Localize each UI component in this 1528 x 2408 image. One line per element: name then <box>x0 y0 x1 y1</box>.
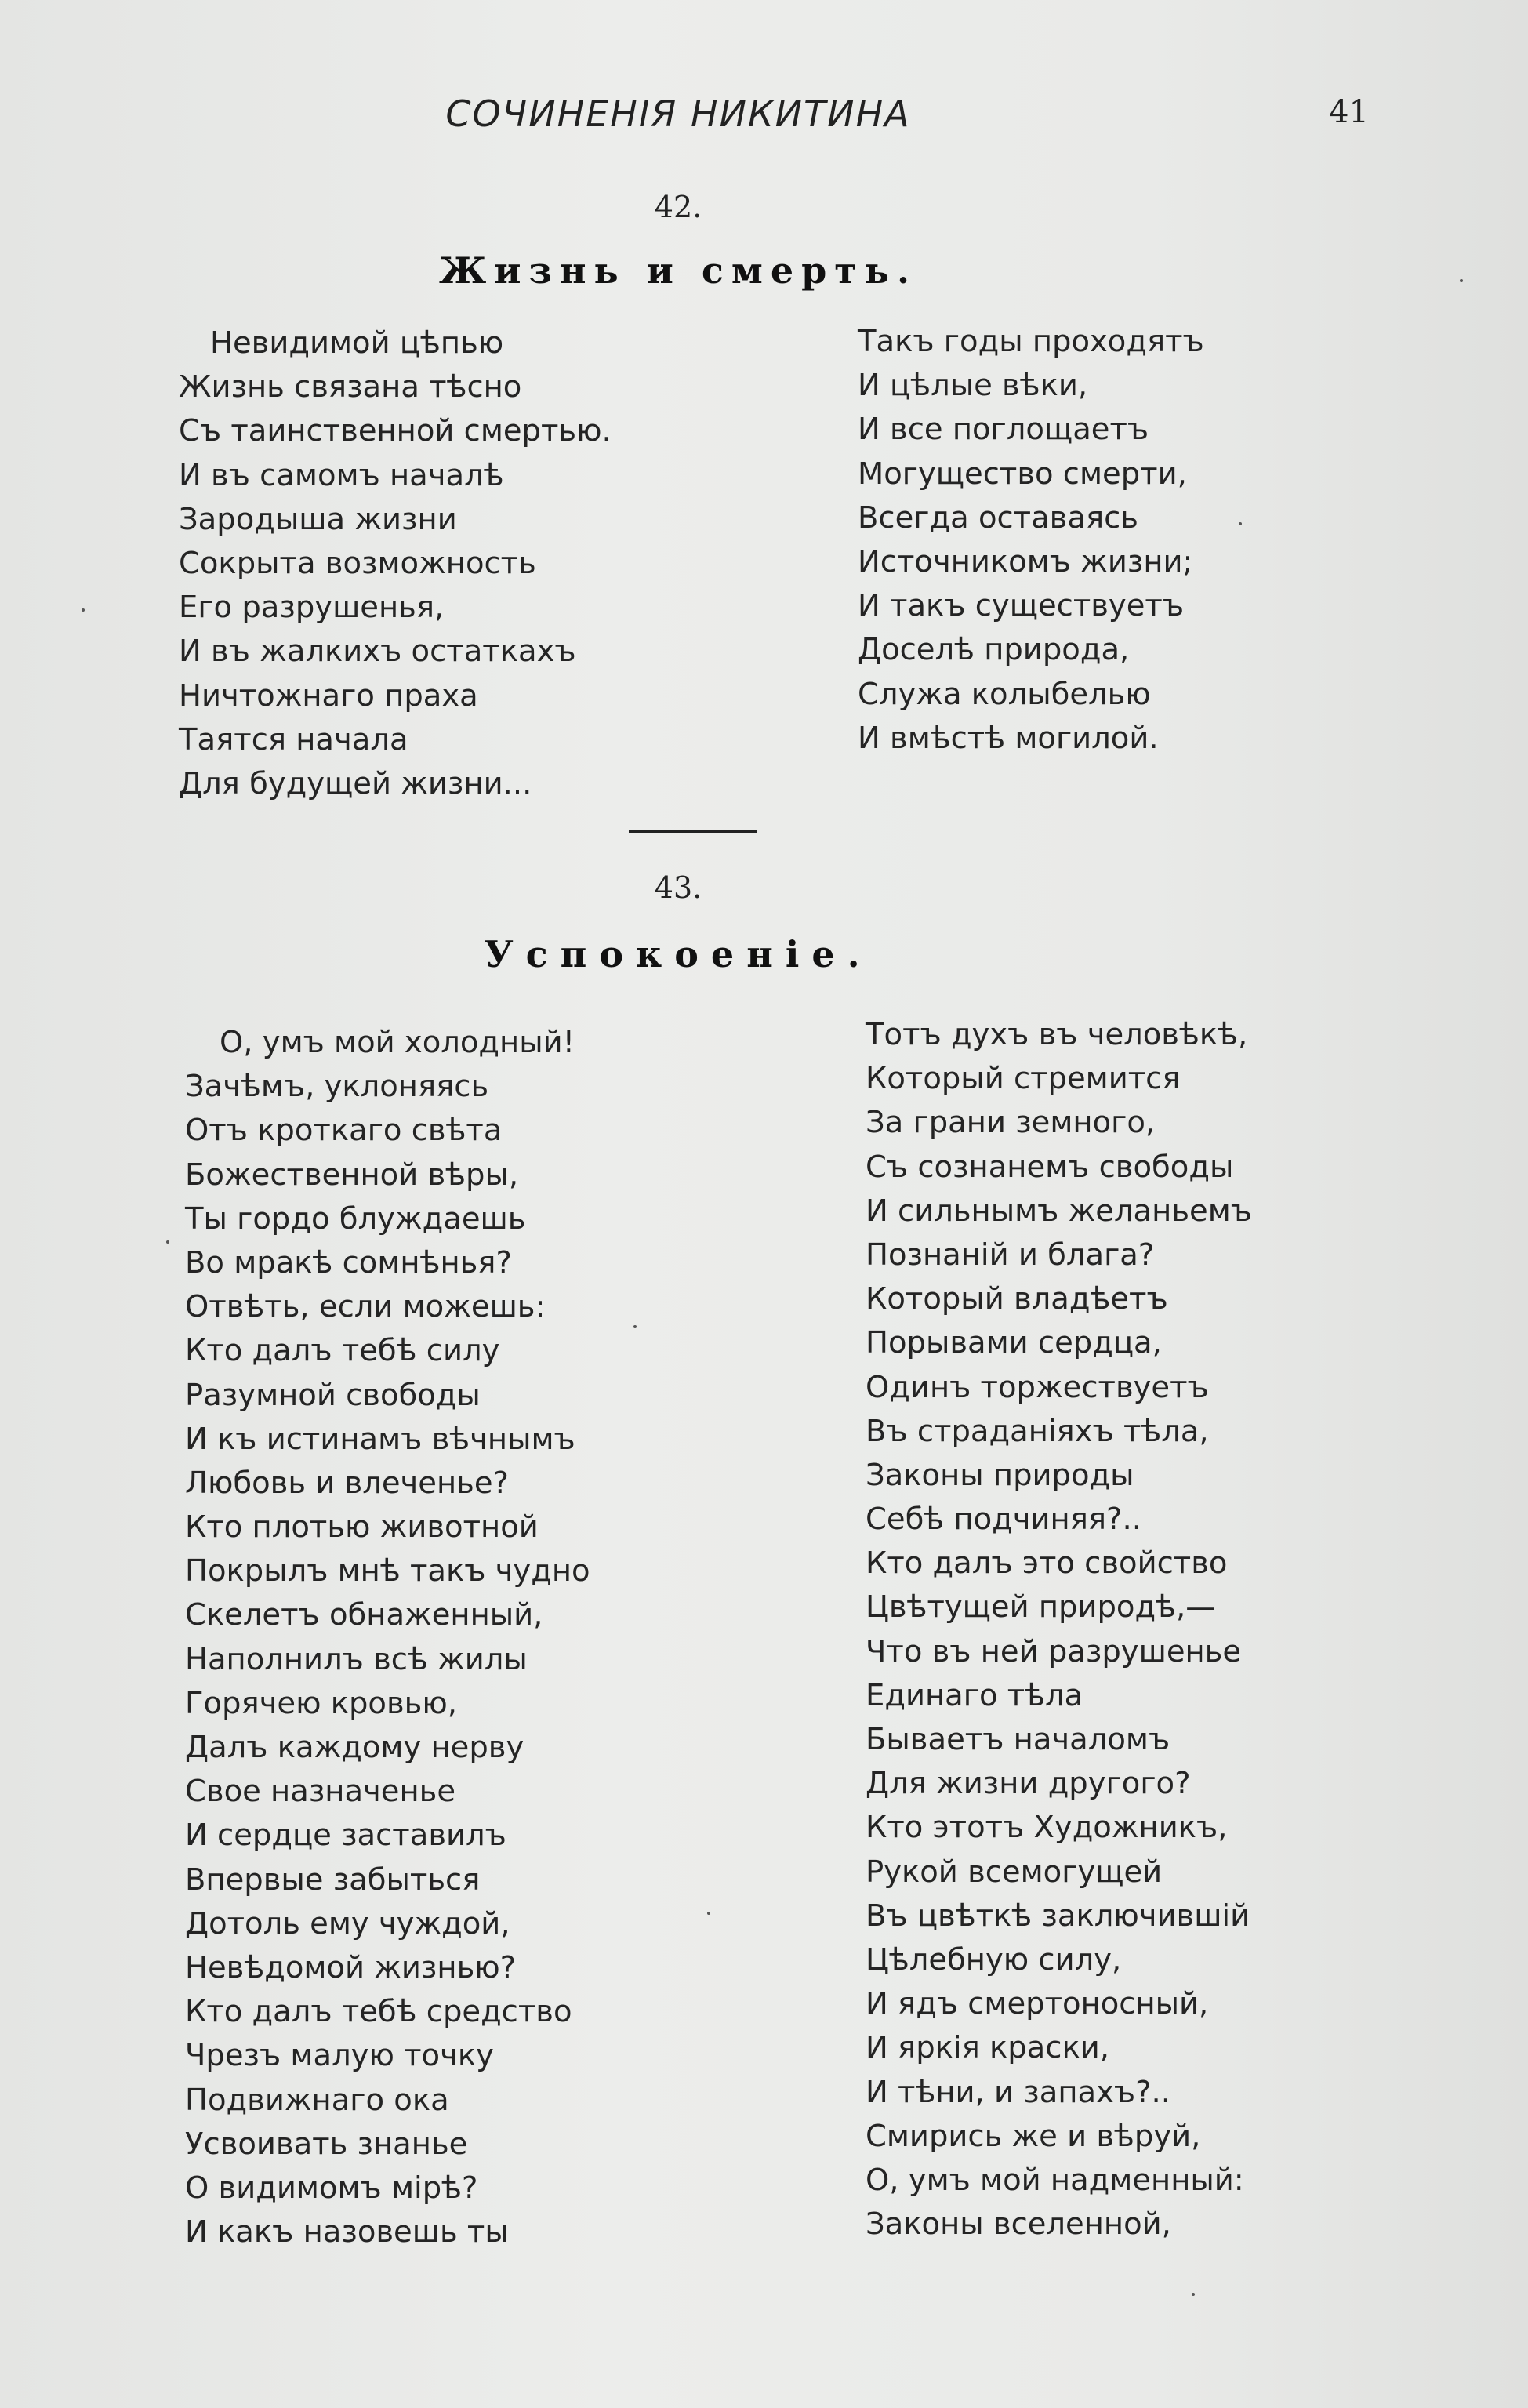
paper-speck <box>1460 279 1463 282</box>
verse-line: Чрезъ малую точку <box>185 2038 494 2074</box>
verse-line: Зачѣмъ, уклоняясь <box>185 1069 489 1105</box>
verse-line: Такъ годы проходятъ <box>858 324 1204 359</box>
paper-speck <box>166 1240 169 1244</box>
poem-title: Успокоеніе. <box>484 933 873 975</box>
verse-line: Служа колыбелью <box>858 676 1151 712</box>
verse-line: Единаго тѣла <box>866 1677 1083 1713</box>
verse-line: Покрылъ мнѣ такъ чудно <box>185 1553 590 1589</box>
verse-line: Что въ ней разрушенье <box>866 1633 1242 1669</box>
verse-line: Зародыша жизни <box>179 501 457 537</box>
verse-line: И яркія краски, <box>866 2030 1109 2066</box>
verse-line: Могущество смерти, <box>858 456 1187 492</box>
verse-line: Усвоивать знанье <box>185 2126 468 2162</box>
verse-line: Таятся начала <box>179 721 408 757</box>
verse-line: Который стремится <box>866 1061 1181 1097</box>
verse-line: Кто далъ тебѣ средство <box>185 1994 572 2030</box>
verse-line: Любовь и влеченье? <box>185 1465 509 1501</box>
verse-line: Впервые забыться <box>185 1861 481 1898</box>
verse-line: Въ страданіяхъ тѣла, <box>866 1413 1209 1449</box>
verse-line: Наполнилъ всѣ жилы <box>185 1641 528 1677</box>
verse-line: Кто далъ тебѣ силу <box>185 1333 500 1369</box>
verse-line: Порывами сердца, <box>866 1325 1162 1361</box>
verse-line: Рукой всемогущей <box>866 1854 1163 1890</box>
poem-number: 42. <box>654 190 702 224</box>
verse-line: Скелетъ обнаженный, <box>185 1597 543 1633</box>
section-divider <box>629 830 757 833</box>
verse-line: Всегда оставаясь <box>858 499 1138 536</box>
verse-line: Кто этотъ Художникъ, <box>866 1810 1228 1846</box>
verse-line: Горячею кровью, <box>185 1685 457 1721</box>
verse-line: О, умъ мой холодный! <box>220 1025 575 1060</box>
verse-line: Съ таинственной смертью. <box>179 413 612 449</box>
verse-line: Смирись же и вѣруй, <box>866 2118 1201 2154</box>
verse-line: Жизнь связана тѣсно <box>179 369 522 405</box>
verse-line: Одинъ торжествуетъ <box>866 1369 1209 1405</box>
verse-line: Далъ каждому нерву <box>185 1730 524 1765</box>
paper-speck <box>633 1325 637 1328</box>
verse-line: Для будущей жизни... <box>179 765 532 801</box>
verse-line: Тотъ духъ въ человѣкѣ, <box>866 1017 1248 1052</box>
verse-line: Доселѣ природа, <box>858 632 1130 668</box>
verse-line: Кто плотью животной <box>185 1509 539 1545</box>
verse-line: Отъ кроткаго свѣта <box>185 1113 503 1149</box>
verse-line: Невидимой цѣпью <box>210 325 504 361</box>
page-number: 41 <box>1329 94 1369 130</box>
verse-line: Подвижнаго ока <box>185 2082 449 2118</box>
poem-left-column <box>185 1021 590 2254</box>
poem-left-column <box>179 321 612 806</box>
verse-line: Дотоль ему чуждой, <box>185 1905 510 1941</box>
paper-speck <box>1192 2293 1195 2296</box>
verse-line: И къ истинамъ вѣчнымъ <box>185 1421 575 1457</box>
poem-right-column <box>858 320 1204 761</box>
verse-line: И все поглощаетъ <box>858 412 1149 448</box>
verse-line: И такъ существуетъ <box>858 588 1185 624</box>
verse-line: О, умъ мой надменный: <box>866 2162 1244 2198</box>
verse-line: И сердце заставилъ <box>185 1818 506 1854</box>
verse-line: Законы природы <box>866 1457 1134 1493</box>
paper-speck <box>1239 522 1242 525</box>
verse-line: Кто далъ это свойство <box>866 1545 1228 1582</box>
verse-line: Себѣ подчиняя?.. <box>866 1502 1141 1538</box>
verse-line: И вмѣстѣ могилой. <box>858 720 1159 756</box>
verse-line: Съ сознанемъ свободы <box>866 1149 1234 1185</box>
verse-line: За грани земного, <box>866 1105 1156 1141</box>
verse-line: Его разрушенья, <box>179 590 445 626</box>
verse-line: Въ цвѣткѣ заключившій <box>866 1898 1250 1934</box>
verse-line: И ядъ смертоносный, <box>866 1986 1209 2022</box>
verse-line: Свое назначенье <box>185 1774 456 1810</box>
running-head: СОЧИНЕНІЯ НИКИТИНА <box>445 93 911 135</box>
verse-line: Источникомъ жизни; <box>858 543 1193 579</box>
poem-right-column <box>866 1013 1252 2246</box>
verse-line: Сокрыта возможность <box>179 545 536 581</box>
verse-line: Бываетъ началомъ <box>866 1722 1170 1757</box>
verse-line: И какъ назовешь ты <box>185 2214 509 2250</box>
verse-line: Для жизни другого? <box>866 1766 1191 1802</box>
verse-line: О видимомъ мірѣ? <box>185 2170 478 2206</box>
verse-line: Цѣлебную силу, <box>866 1941 1122 1978</box>
verse-line: Ничтожнаго праха <box>179 677 478 714</box>
verse-line: И въ жалкихъ остаткахъ <box>179 634 576 670</box>
verse-line: Ты гордо блуждаешь <box>185 1200 526 1237</box>
verse-line: И въ самомъ началѣ <box>179 457 504 493</box>
verse-line: И сильнымъ желаньемъ <box>866 1193 1252 1229</box>
verse-line: Который владѣетъ <box>866 1281 1168 1317</box>
verse-line: И цѣлые вѣки, <box>858 368 1088 404</box>
verse-line: Познаній и блага? <box>866 1237 1155 1273</box>
verse-line: Во мракѣ сомнѣнья? <box>185 1244 512 1280</box>
verse-line: Разумной свободы <box>185 1377 481 1413</box>
paper-speck <box>707 1912 710 1915</box>
verse-line: Отвѣть, если можешь: <box>185 1289 546 1325</box>
verse-line: Невѣдомой жизнью? <box>185 1949 517 1985</box>
poem-number: 43. <box>654 870 702 905</box>
verse-line: Цвѣтущей природѣ,— <box>866 1589 1216 1625</box>
verse-line: Законы вселенной, <box>866 2206 1171 2243</box>
verse-line: Божественной вѣры, <box>185 1157 519 1193</box>
poem-title: Жизнь и смерть. <box>439 249 917 292</box>
verse-line: И тѣни, и запахъ?.. <box>866 2074 1170 2110</box>
paper-speck <box>82 608 85 612</box>
